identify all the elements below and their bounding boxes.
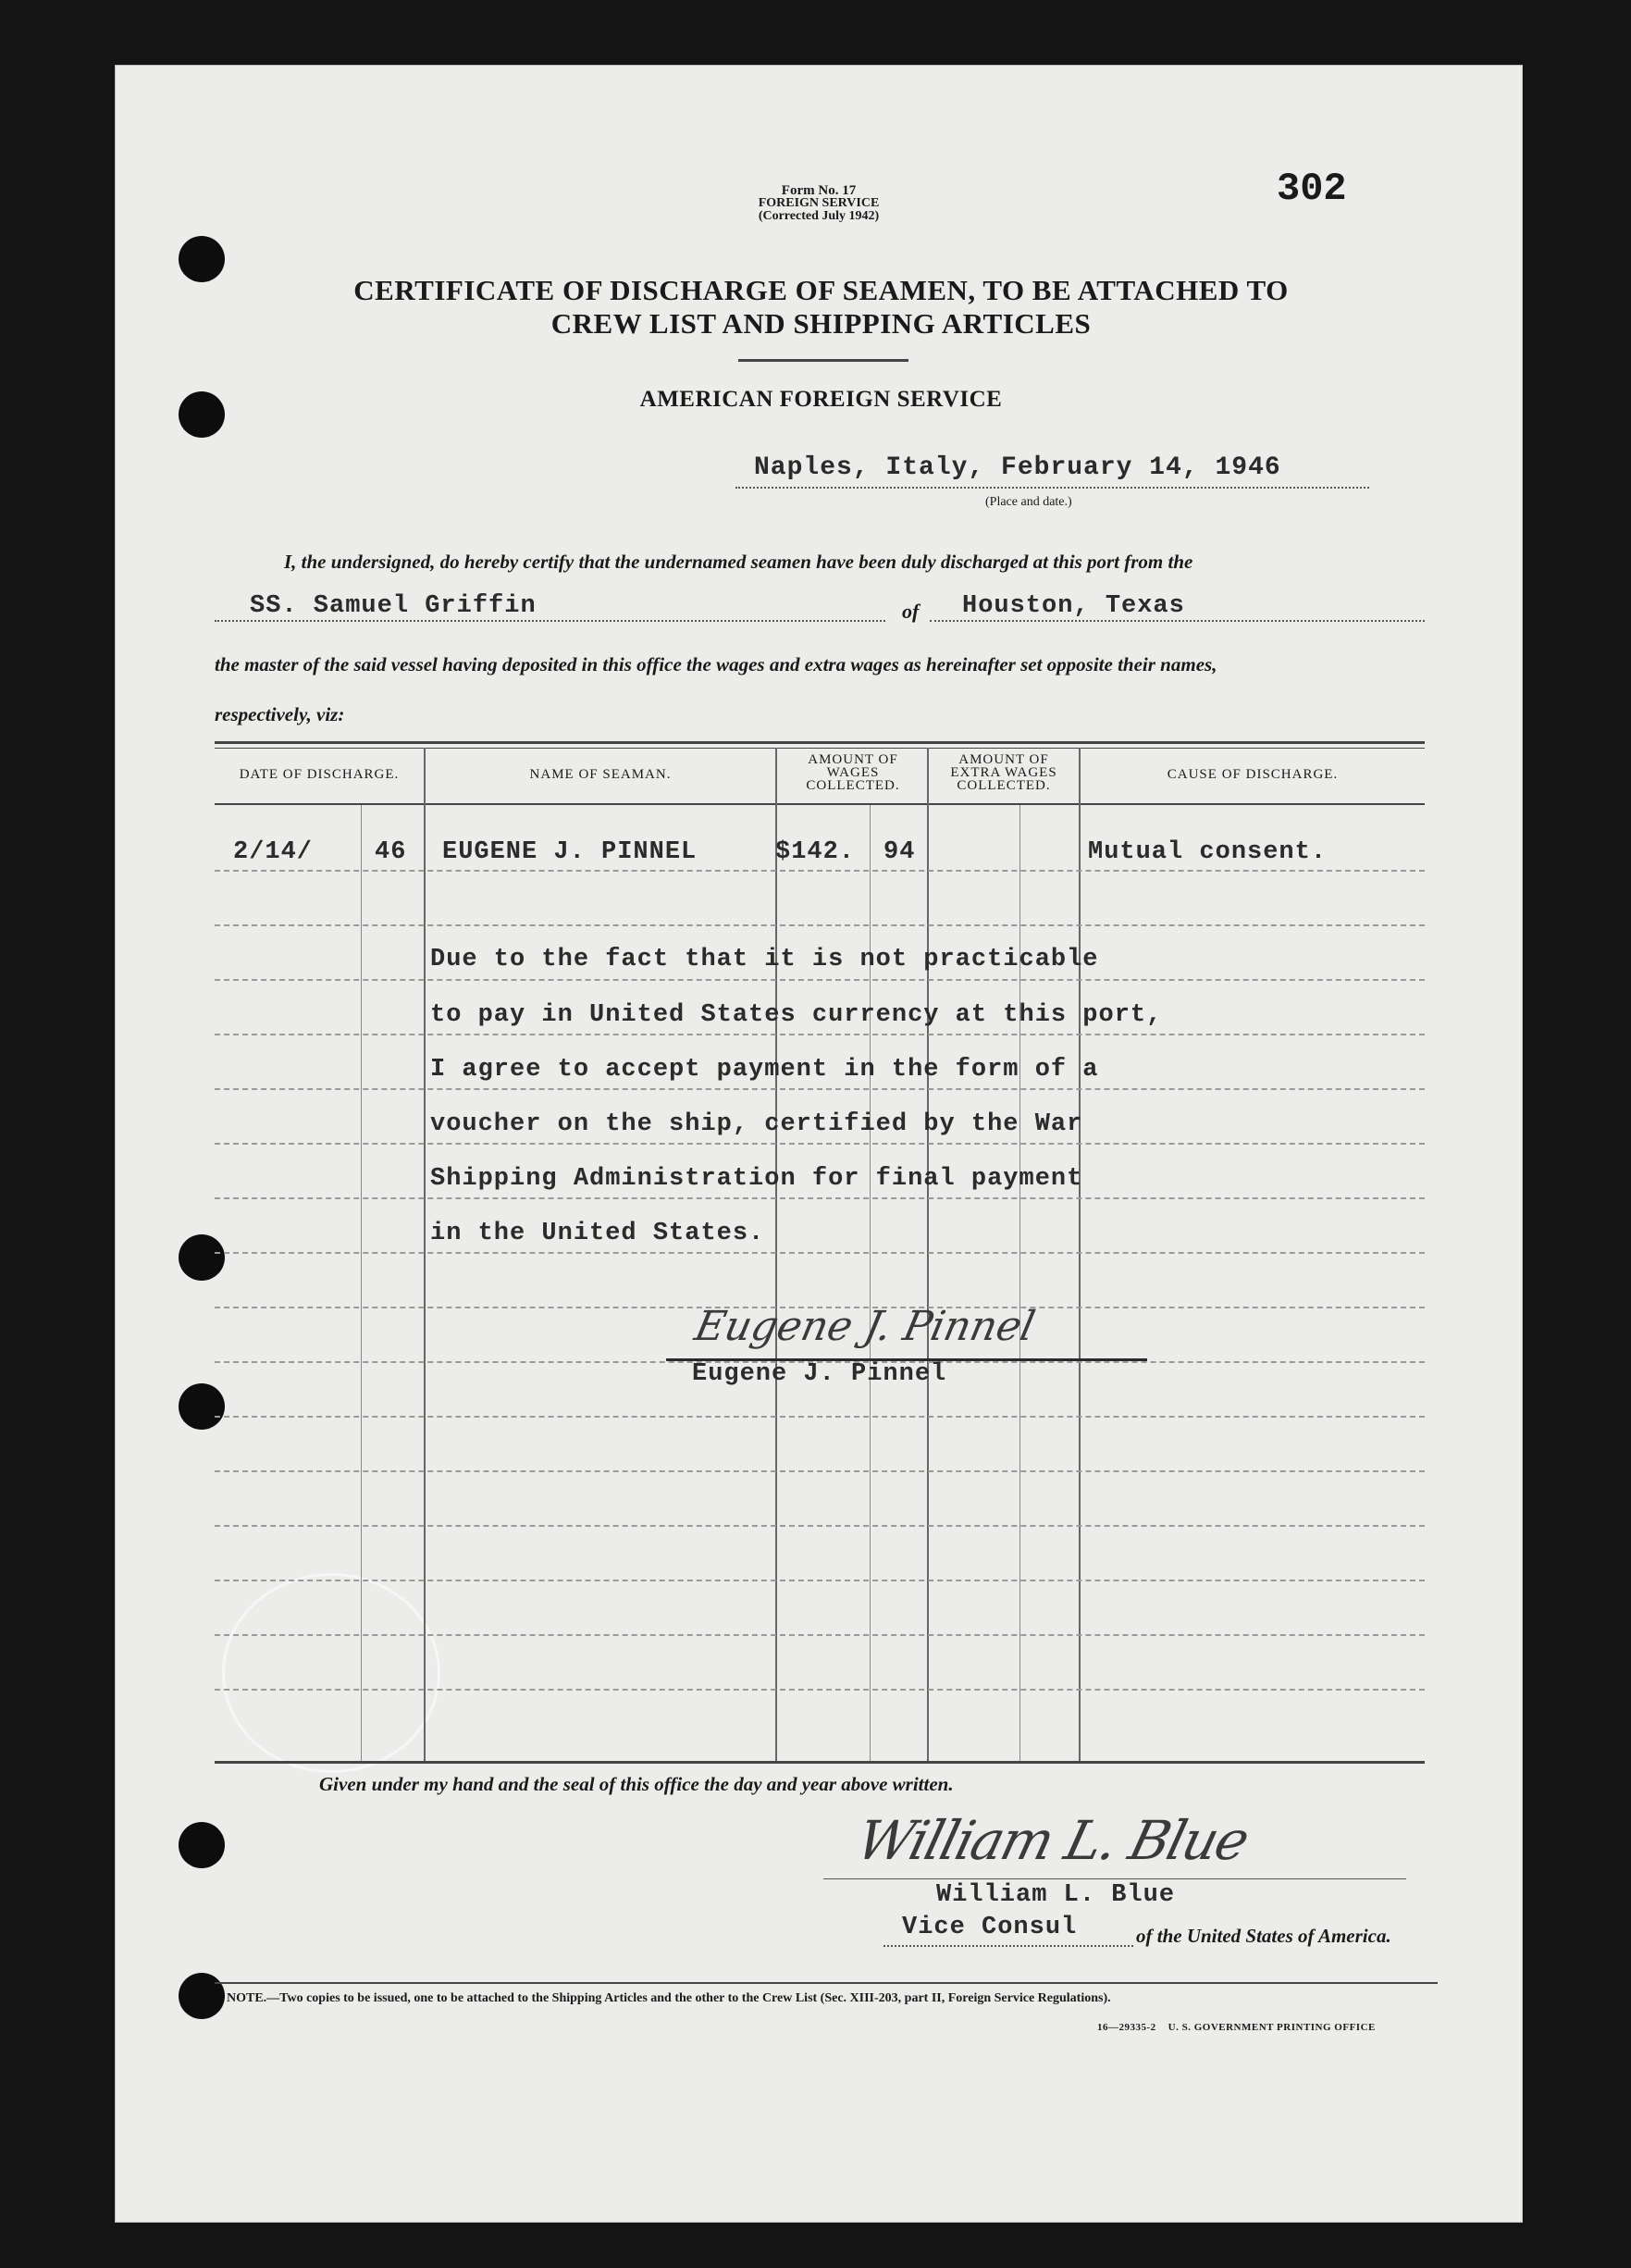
- officer-title-line: [883, 1945, 1133, 1947]
- col-divider: [1079, 748, 1081, 1761]
- row-line: [215, 1252, 1425, 1254]
- entry-wages-dollars: $142.: [775, 838, 856, 866]
- title-line-2: CREW LIST AND SHIPPING ARTICLES: [550, 307, 1092, 340]
- entry-year: 46: [375, 838, 407, 866]
- row-line: [215, 1525, 1425, 1527]
- row-line: [215, 1088, 1425, 1090]
- certification-line-2: the master of the said vessel having deposited in this office the wages and extra wages as hereinafter set opposite their names,: [215, 653, 1217, 675]
- seaman-signature: Eugene J. Pinnel: [690, 1303, 1040, 1350]
- punch-hole: [179, 1234, 225, 1281]
- page-number: 302: [1277, 167, 1347, 211]
- note-line: I agree to accept payment in the form of a: [430, 1056, 1099, 1084]
- certification-intro: I, the undersigned, do hereby certify that the undernamed seamen have been duly discharged at this port from the: [284, 551, 1193, 573]
- entry-wages-cents: 94: [883, 838, 916, 866]
- form-corrected: (Corrected July 1942): [758, 209, 880, 223]
- place-date-value: Naples, Italy, February 14, 1946: [754, 453, 1281, 482]
- place-date-line: [735, 487, 1369, 489]
- entry-seaman-name: EUGENE J. PINNEL: [442, 838, 698, 866]
- header-wages: AMOUNT OF WAGES COLLECTED.: [806, 752, 900, 793]
- embossed-seal: [222, 1573, 440, 1773]
- given-statement: Given under my hand and the seal of this office the day and year above written.: [319, 1773, 954, 1795]
- col-divider: [775, 748, 777, 1761]
- col-divider: [424, 748, 426, 1761]
- col-divider: [361, 805, 362, 1761]
- footer-rule: [215, 1982, 1438, 1984]
- row-line: [215, 1034, 1425, 1035]
- seaman-typed-name: Eugene J. Pinnel: [692, 1360, 947, 1388]
- vessel-name: SS. Samuel Griffin: [250, 592, 537, 620]
- row-line: [215, 870, 1425, 872]
- row-line: [215, 1416, 1425, 1418]
- entry-cause: Mutual consent.: [1088, 838, 1328, 866]
- table-top-rule: [215, 741, 1425, 744]
- signature-line: [823, 1878, 1406, 1879]
- vessel-port: Houston, Texas: [962, 592, 1185, 620]
- officer-name: William L. Blue: [936, 1881, 1176, 1909]
- table-header-rule: [215, 803, 1425, 805]
- title-rule: [738, 359, 908, 362]
- certification-line-3: respectively, viz:: [215, 703, 345, 725]
- header-date: DATE OF DISCHARGE.: [239, 767, 400, 782]
- note-line: Due to the fact that it is not practicable: [430, 946, 1099, 973]
- note-line: voucher on the ship, certified by the War: [430, 1110, 1083, 1138]
- row-line: [215, 1470, 1425, 1472]
- place-date-caption: (Place and date.): [985, 495, 1072, 509]
- header-cause: CAUSE OF DISCHARGE.: [1167, 767, 1339, 782]
- row-line: [215, 1689, 1425, 1691]
- officer-title: Vice Consul: [902, 1914, 1078, 1941]
- table-bottom-rule: [215, 1761, 1425, 1764]
- col-divider: [927, 748, 929, 1761]
- row-line: [215, 1143, 1425, 1145]
- row-line: [215, 924, 1425, 926]
- punch-hole: [179, 1822, 225, 1868]
- punch-hole: [179, 1383, 225, 1430]
- of-usa: of the United States of America.: [1136, 1925, 1391, 1947]
- row-line: [215, 979, 1425, 981]
- footer-note: NOTE.—Two copies to be issued, one to be attached to the Shipping Articles and the other to the Crew List (Sec. XIII-203, part II, Foreign Service Regulations).: [227, 1991, 1111, 2005]
- table-top-rule-2: [215, 748, 1425, 749]
- port-line: [930, 620, 1425, 622]
- of-label: of: [902, 600, 920, 623]
- consul-signature: William L. Blue: [850, 1809, 1254, 1872]
- service-name: AMERICAN FOREIGN SERVICE: [639, 387, 1003, 412]
- punch-hole: [179, 1973, 225, 2019]
- entry-date: 2/14/: [233, 838, 314, 866]
- form-series: FOREIGN SERVICE: [758, 196, 880, 210]
- vessel-line: [215, 620, 885, 622]
- note-line: in the United States.: [430, 1220, 765, 1247]
- header-extra-wages: AMOUNT OF EXTRA WAGES COLLECTED.: [950, 752, 1057, 793]
- header-name: NAME OF SEAMAN.: [529, 767, 672, 782]
- title-line-1: CERTIFICATE OF DISCHARGE OF SEAMEN, TO BE ATTACHED TO: [353, 274, 1289, 306]
- note-line: Shipping Administration for final payment: [430, 1165, 1083, 1193]
- printer-line: 16—29335-2 U. S. GOVERNMENT PRINTING OFFICE: [1097, 2022, 1376, 2033]
- row-line: [215, 1197, 1425, 1199]
- row-line: [215, 1580, 1425, 1581]
- form-number: Form No. 17: [781, 183, 857, 198]
- row-line: [215, 1634, 1425, 1636]
- note-line: to pay in United States currency at this port,: [430, 1001, 1163, 1029]
